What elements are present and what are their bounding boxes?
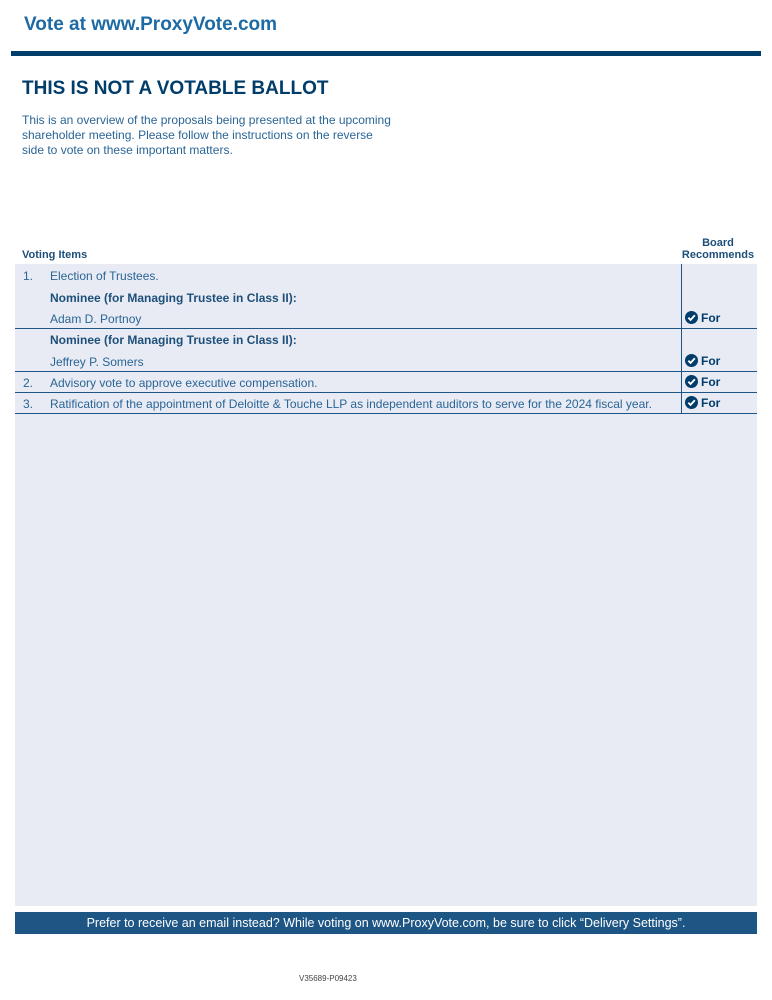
header-title[interactable]: Vote at www.ProxyVote.com (24, 14, 278, 35)
item-number: 2. (23, 376, 34, 390)
voting-item-1 (15, 264, 757, 286)
header-divider (11, 51, 761, 56)
board-cell (681, 329, 758, 351)
item-text: Advisory vote to approve executive compensation. (50, 376, 318, 390)
email-delivery-banner: Prefer to receive an email instead? While voting on www.ProxyVote.com, be sure to click “Delivery Settings”. (15, 912, 757, 934)
nominee-row-somers (15, 351, 757, 372)
check-circle-icon (685, 354, 698, 367)
board-cell (681, 393, 758, 413)
check-circle-icon (685, 396, 698, 409)
board-recommends-header: Board Recommends (681, 237, 755, 261)
check-circle-icon (685, 375, 698, 388)
item-text: Ratification of the appointment of Deloitte & Touche LLP as independent auditors to serve for the 2024 fiscal year. (50, 397, 652, 411)
board-recommendation: For (685, 375, 720, 389)
board-cell (681, 264, 758, 286)
voting-item-3 (15, 393, 757, 414)
board-cell (681, 286, 758, 308)
item-text: Election of Trustees. (50, 269, 159, 283)
nominee-heading: Nominee (for Managing Trustee in Class II): (50, 291, 297, 305)
board-recommendation: For (685, 311, 720, 325)
check-circle-icon (685, 311, 698, 324)
nominee-name: Adam D. Portnoy (50, 312, 142, 326)
item-number: 1. (23, 269, 34, 283)
nominee-row-portnoy (15, 308, 757, 329)
nominee-heading: Nominee (for Managing Trustee in Class II): (50, 333, 297, 347)
voting-items-header: Voting Items (22, 249, 88, 261)
nominee-heading-row (15, 286, 757, 308)
board-cell (681, 351, 758, 371)
ballot-title: THIS IS NOT A VOTABLE BALLOT (22, 78, 329, 99)
board-cell (681, 372, 758, 392)
board-recommendation: For (685, 396, 720, 410)
nominee-name: Jeffrey P. Somers (50, 355, 144, 369)
item-number: 3. (23, 397, 34, 411)
document-code: V35689-P09423 (299, 974, 357, 983)
voting-item-2 (15, 372, 757, 393)
intro-text: This is an overview of the proposals being presented at the upcoming shareholder meeting. Please follow the instructions on the reverse side to vote on these important matters. (22, 113, 391, 157)
board-cell (681, 308, 758, 328)
board-recommendation: For (685, 354, 720, 368)
nominee-heading-row (15, 329, 757, 351)
